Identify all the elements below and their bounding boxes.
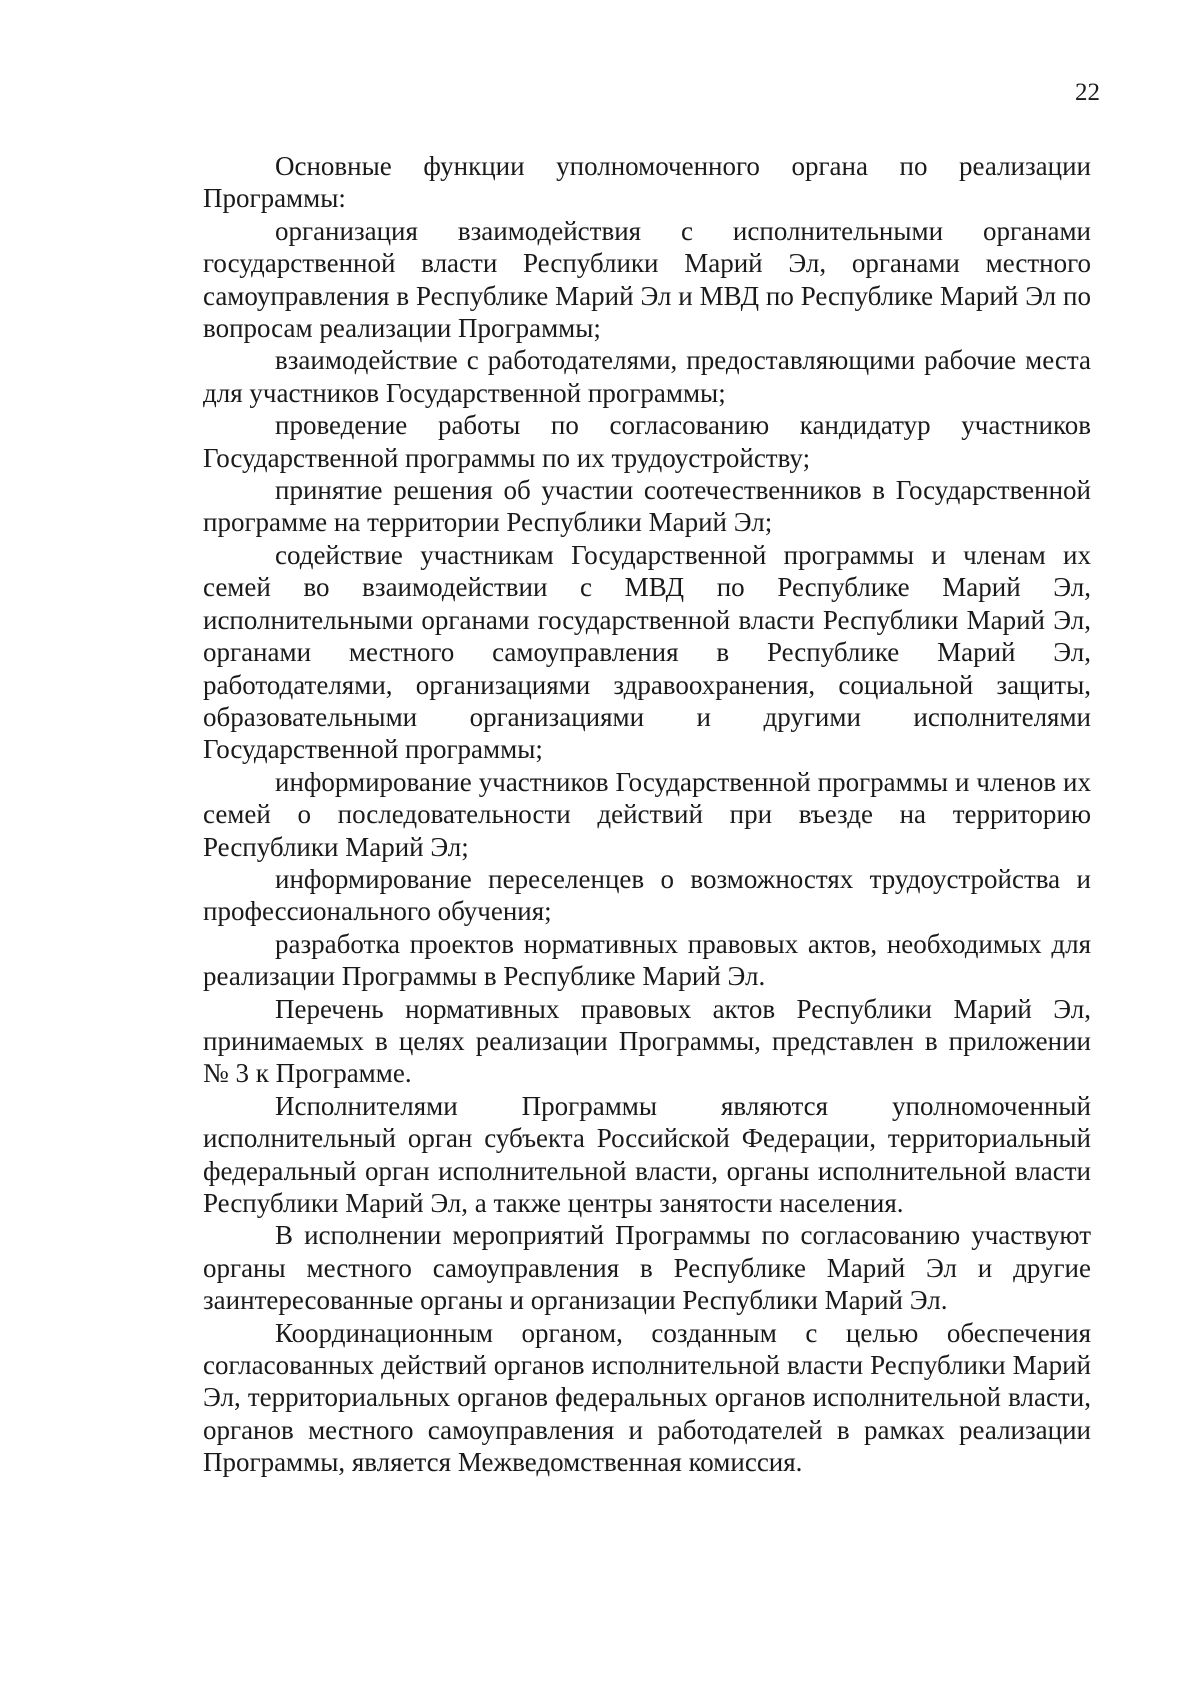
paragraph-participation-decision: принятие решения об участии соотечественников в Государственной программе на территории Республики Марий Эл; — [203, 475, 1091, 538]
page-number: 22 — [1075, 79, 1100, 106]
document-body — [203, 150, 1091, 1479]
paragraph-assistance: содействие участникам Государственной программы и членам их семей во взаимодействии с МВД по Республике Марий Эл, исполнительными органами государственной власти Республики Марий Эл, органами местного самоуправления в Республике Марий Эл, работодателями, организациями здравоохранения, социальной защиты, образовательными организациями и другими исполнителями Государственной программы; — [203, 539, 1091, 765]
paragraph-legal-acts-list: Перечень нормативных правовых актов Республики Марий Эл, принимаемых в целях реализации Программы, представлен в приложении № 3 к Программе. — [203, 993, 1091, 1089]
paragraph-employers-interaction: взаимодействие с работодателями, предоставляющими рабочие места для участников Государственной программы; — [203, 345, 1091, 408]
paragraph-drafting-acts: разработка проектов нормативных правовых актов, необходимых для реализации Программы в Республике Марий Эл. — [203, 928, 1091, 992]
paragraph-coordination-body: Координационным органом, созданным с целью обеспечения согласованных действий органов исполнительной власти Республики Марий Эл, территориальных органов федеральных органов исполнительной власти, органов местного самоуправления и работодателей в рамках реализации Программы, является Межведомственная комиссия. — [203, 1317, 1091, 1478]
paragraph-organization-interaction: организация взаимодействия с исполнительными органами государственной власти Республики Марий Эл, органами местного самоуправления в Республике Марий Эл и МВД по Республике Марий Эл по вопросам реализации Программы; — [203, 215, 1091, 344]
paragraph-participation-local: В исполнении мероприятий Программы по согласованию участвуют органы местного самоуправления в Республике Марий Эл и другие заинтересованные органы и организации Республики Марий Эл. — [203, 1220, 1091, 1316]
paragraph-functions-intro: Основные функции уполномоченного органа по реализации Программы: — [203, 151, 1091, 214]
paragraph-candidate-approval: проведение работы по согласованию кандидатур участников Государственной программы по их трудоустройству; — [203, 410, 1091, 473]
paragraph-informing-participants: информирование участников Государственной программы и членов их семей о последовательности действий при въезде на территорию Республики Марий Эл; — [203, 766, 1091, 862]
paragraph-executors: Исполнителями Программы являются уполномоченный исполнительный орган субъекта Российской Федерации, территориальный федеральный орган исполнительной власти, органы исполнительной власти Республики Марий Эл, а также центры занятости населения. — [203, 1090, 1091, 1218]
paragraph-informing-migrants: информирование переселенцев о возможностях трудоустройства и профессионального обучения; — [203, 863, 1091, 927]
